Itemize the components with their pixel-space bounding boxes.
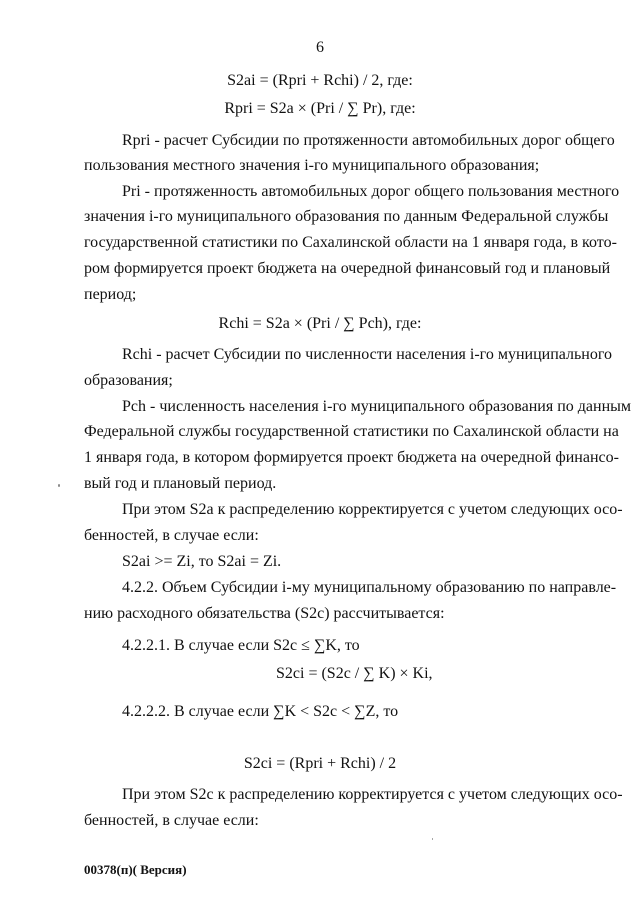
paragraph-pri-line3: государственной статистики по Сахалинской области на 1 января года, в кото- <box>84 234 617 251</box>
formula-s2ci-avg: S2ci = (Rpri + Rchi) / 2 <box>243 755 397 772</box>
paragraph-pri-line4: ром формируется проект бюджета на очередной финансовый год и плановый <box>84 260 611 277</box>
paragraph-s2c-correction-line2: бенностей, в случае если: <box>84 812 259 829</box>
paragraph-rchi-line2: образования; <box>84 372 173 389</box>
paragraph-pch-line3: 1 января года, в котором формируется проект бюджета на очередной финансо- <box>84 449 619 466</box>
paragraph-rchi-line1: Rchi - расчет Субсидии по численности населения i-го муниципального <box>122 346 612 363</box>
paragraph-rpri-line1: Rpri - расчет Субсидии по протяженности автомобильных дорог общего <box>122 132 615 149</box>
paragraph-pri-line2: значения i-го муниципального образования по данным Федеральной службы <box>84 208 609 225</box>
paragraph-s2c-correction-line1: При этом S2c к распределению корректируется с учетом следующих осо- <box>122 786 623 803</box>
formula-rchi: Rchi = S2a × (Pri / ∑ Pch), где: <box>218 315 422 332</box>
paragraph-s2a-correction-line1: При этом S2a к распределению корректируется с учетом следующих осо- <box>122 501 623 518</box>
document-footer-code: 00378(п)( Версия) <box>84 862 187 877</box>
section-4-2-2-line1: 4.2.2. Объем Субсидии i-му муниципальному образованию по направле- <box>122 579 617 596</box>
paragraph-rpri-line2: пользования местного значения i-го муниципального образования; <box>84 157 540 174</box>
scan-speck <box>432 838 433 840</box>
formula-s2ci-ki: S2ci = (S2c / ∑ K) × Ki, <box>276 665 433 682</box>
formula-rpri: Rpri = S2a × (Pri / ∑ Pr), где: <box>224 100 416 117</box>
section-4-2-2-line2: нию расходного обязательства (S2c) рассчитывается: <box>84 605 445 622</box>
section-4-2-2-2: 4.2.2.2. В случае если ∑K < S2c < ∑Z, то <box>122 703 399 720</box>
paragraph-pch-line4: вый год и плановый период. <box>84 475 277 492</box>
condition-s2ai-zi: S2ai >= Zi, то S2ai = Zi. <box>122 553 282 570</box>
paragraph-s2a-correction-line2: бенностей, в случае если: <box>84 527 259 544</box>
page-number: 6 <box>316 39 324 56</box>
paragraph-pri-line5: период; <box>84 286 137 303</box>
paragraph-pch-line1: Pch - численность населения i-го муниципального образования по данным <box>122 398 631 415</box>
section-4-2-2-1: 4.2.2.1. В случае если S2c ≤ ∑K, то <box>122 637 360 654</box>
scan-speck <box>58 484 60 487</box>
paragraph-pch-line2: Федеральной службы государственной статистики по Сахалинской области на <box>84 423 619 440</box>
formula-s2ai: S2ai = (Rpri + Rchi) / 2, где: <box>227 72 413 89</box>
paragraph-pri-line1: Pri - протяженность автомобильных дорог общего пользования местного <box>122 183 620 200</box>
